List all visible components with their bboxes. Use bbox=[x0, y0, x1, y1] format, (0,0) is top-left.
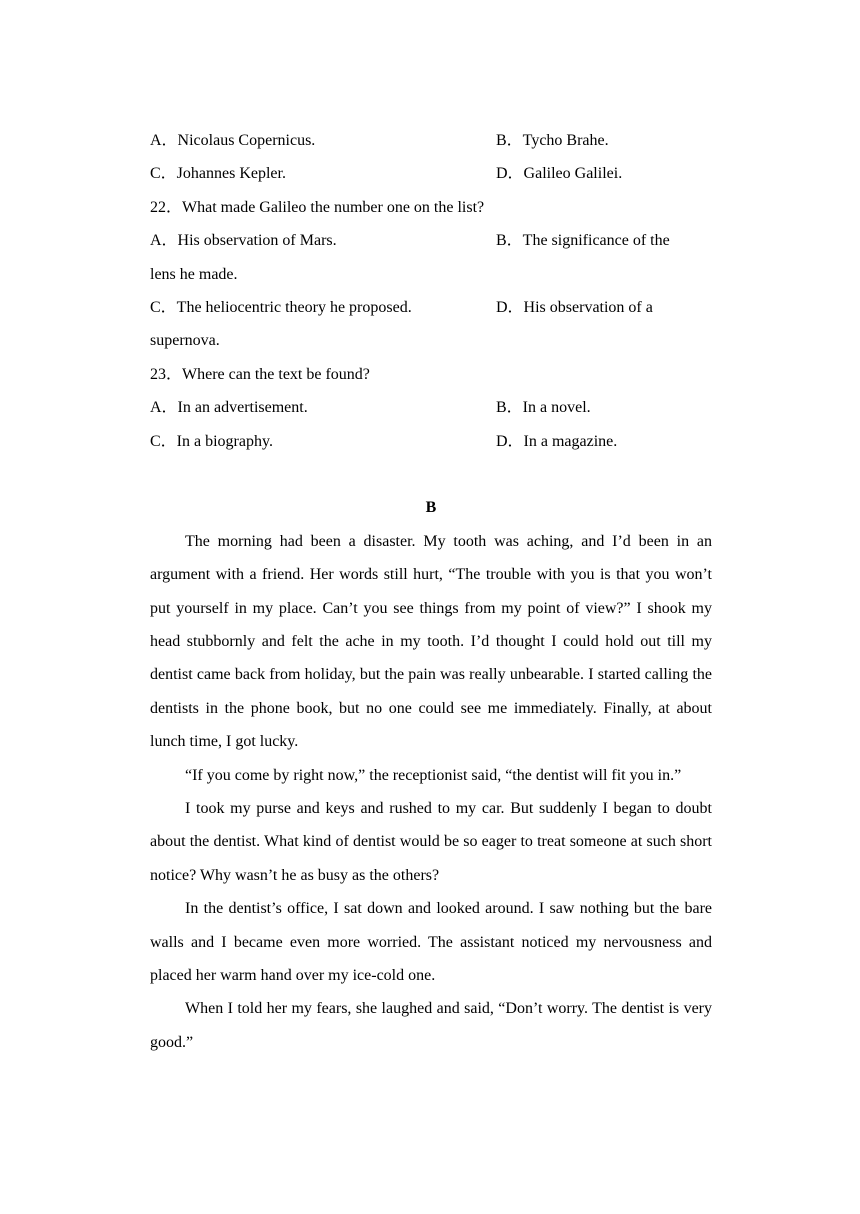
q23-options-row-2 bbox=[150, 425, 712, 458]
passage-paragraph: When I told her my fears, she laughed and said, “Don’t worry. The dentist is very good.” bbox=[150, 1000, 712, 1051]
q22-option-d: D．His observation of a bbox=[496, 298, 653, 316]
q23-option-c: C．In a biography. bbox=[150, 432, 273, 450]
q22-option-a: A．His observation of Mars. bbox=[150, 232, 337, 250]
q22-option-b: B．The significance of the bbox=[496, 232, 670, 250]
q22-options-row-1 bbox=[150, 224, 712, 257]
q22-stem: 22．What made Galileo the number one on the list? bbox=[150, 198, 485, 216]
q22-option-c: C．The heliocentric theory he proposed. bbox=[150, 298, 412, 316]
q23-option-d: D．In a magazine. bbox=[496, 432, 618, 450]
q21-option-d: D．Galileo Galilei. bbox=[496, 165, 623, 183]
passage-paragraph: “If you come by right now,” the receptionist said, “the dentist will fit you in.” bbox=[185, 766, 682, 784]
q21-options-row-1 bbox=[150, 124, 712, 157]
passage-paragraph: The morning had been a disaster. My tooth was aching, and I’d been in an argument with a friend. Her words still hurt, “The trouble with you is that you won’t put yourself in my place. Can’t you see things from my point of view?” I shook my head stubbornly and felt the ache in my tooth. I’d thought I could hold out till my dentist came back from holiday, but the pain was really unbearable. I started calling the dentists in the phone book, but no one could see me immediately. Finally, at about lunch time, I got lucky. bbox=[150, 532, 712, 751]
passage-paragraph: I took my purse and keys and rushed to my car. But suddenly I began to doubt about the dentist. What kind of dentist would be so eager to treat someone at such short notice? Why wasn’t he as busy as the others? bbox=[150, 799, 712, 884]
section-spacer bbox=[150, 458, 712, 491]
q23-option-b: B．In a novel. bbox=[496, 399, 591, 417]
document-page bbox=[150, 124, 712, 1059]
q21-option-c: C．Johannes Kepler. bbox=[150, 165, 286, 183]
q21-option-a: A．Nicolaus Copernicus. bbox=[150, 132, 316, 149]
q23-options-row-1 bbox=[150, 391, 712, 424]
q23-stem: 23．Where can the text be found? bbox=[150, 365, 370, 383]
q22-option-d-continued: supernova. bbox=[150, 332, 220, 350]
q22-option-b-continued: lens he made. bbox=[150, 265, 238, 283]
section-b-title: B bbox=[425, 499, 437, 517]
q21-options-row-2 bbox=[150, 157, 712, 190]
passage-paragraph: In the dentist’s office, I sat down and looked around. I saw nothing but the bare walls and I became even more worried. The assistant noticed my nervousness and placed her warm hand over my ice-cold one. bbox=[150, 900, 712, 984]
q21-option-b: B．Tycho Brahe. bbox=[496, 132, 609, 149]
q22-options-row-2 bbox=[150, 291, 712, 324]
q23-option-a: A．In an advertisement. bbox=[150, 399, 308, 417]
